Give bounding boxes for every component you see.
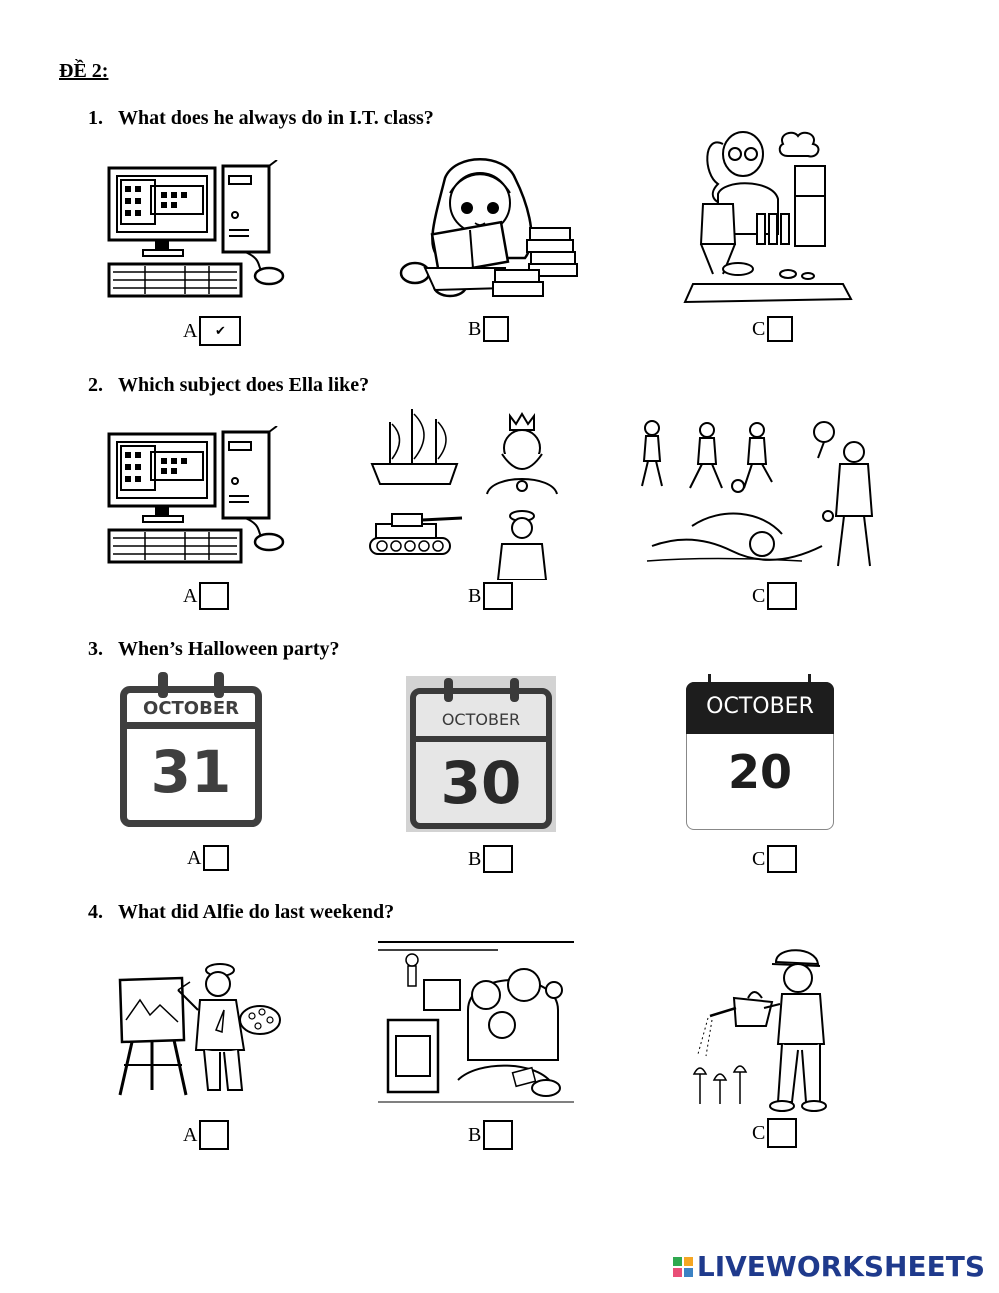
answer-checkbox[interactable]	[199, 1120, 229, 1150]
question-1	[88, 107, 434, 130]
option-label: A	[183, 1123, 198, 1146]
option-4a	[183, 1120, 229, 1150]
calendar-october-31	[120, 672, 262, 827]
page-title: ĐỀ 2:	[59, 60, 109, 82]
option-label: B	[468, 584, 482, 607]
option-3a	[187, 845, 229, 871]
option-1c	[752, 316, 793, 342]
answer-checkbox[interactable]	[767, 1118, 797, 1148]
answer-checkbox[interactable]	[767, 582, 797, 610]
answer-checkbox[interactable]: ✔	[199, 316, 241, 346]
option-2a	[183, 582, 229, 610]
calendar-day: 20	[727, 745, 792, 799]
question-number: 1.	[88, 107, 103, 129]
question-text: When’s Halloween party?	[118, 638, 340, 660]
option-3c	[752, 845, 797, 873]
option-4c	[752, 1118, 797, 1148]
option-label: B	[468, 1123, 482, 1146]
option-3b	[468, 845, 513, 873]
option-4b	[468, 1120, 513, 1150]
answer-checkbox[interactable]	[483, 845, 513, 873]
question-text: Which subject does Ella like?	[118, 374, 370, 396]
question-2	[88, 374, 369, 397]
question-number: 2.	[88, 374, 103, 396]
sports-picture	[632, 416, 882, 576]
answer-checkbox[interactable]	[199, 582, 229, 610]
history-picture	[362, 404, 567, 580]
question-3	[88, 638, 339, 661]
option-2b	[468, 582, 513, 610]
option-label: B	[468, 847, 482, 870]
option-1a	[183, 316, 241, 346]
option-label: B	[468, 317, 482, 340]
answer-checkbox[interactable]	[483, 1120, 513, 1150]
option-label: A	[183, 319, 198, 342]
calendar-month: OCTOBER	[706, 694, 814, 719]
calendar-month: OCTOBER	[143, 698, 239, 719]
girl-reading-picture	[395, 148, 585, 303]
question-number: 4.	[88, 901, 103, 923]
answer-checkbox[interactable]	[767, 316, 793, 342]
computer-picture	[105, 426, 285, 566]
calendar-day: 30	[440, 749, 522, 817]
question-4	[88, 901, 394, 924]
question-number: 3.	[88, 638, 103, 660]
boy-watering-flowers-picture	[690, 944, 840, 1116]
calendar-october-20	[686, 672, 834, 830]
answer-checkbox[interactable]	[203, 845, 229, 871]
answer-checkbox[interactable]	[483, 582, 513, 610]
painter-picture	[112, 960, 282, 1100]
option-label: A	[183, 584, 198, 607]
answer-checkbox[interactable]	[483, 316, 509, 342]
question-text: What did Alfie do last weekend?	[118, 901, 395, 923]
option-label: C	[752, 1121, 766, 1144]
family-watching-tv-picture	[378, 940, 574, 1105]
science-lab-picture	[683, 124, 853, 306]
option-label: A	[187, 846, 202, 869]
calendar-october-30	[406, 676, 556, 832]
question-text: What does he always do in I.T. class?	[118, 107, 434, 129]
brand-name: LIVEWORKSHEETS	[696, 1250, 985, 1283]
option-2c	[752, 582, 797, 610]
liveworksheets-brand	[673, 1250, 985, 1283]
liveworksheets-logo-icon	[673, 1257, 693, 1277]
option-label: C	[752, 584, 766, 607]
calendar-day: 31	[150, 738, 232, 806]
option-label: C	[752, 317, 766, 340]
calendar-month: OCTOBER	[441, 710, 521, 729]
option-1b	[468, 316, 509, 342]
computer-picture	[105, 160, 285, 300]
answer-checkbox[interactable]	[767, 845, 797, 873]
option-label: C	[752, 847, 766, 870]
